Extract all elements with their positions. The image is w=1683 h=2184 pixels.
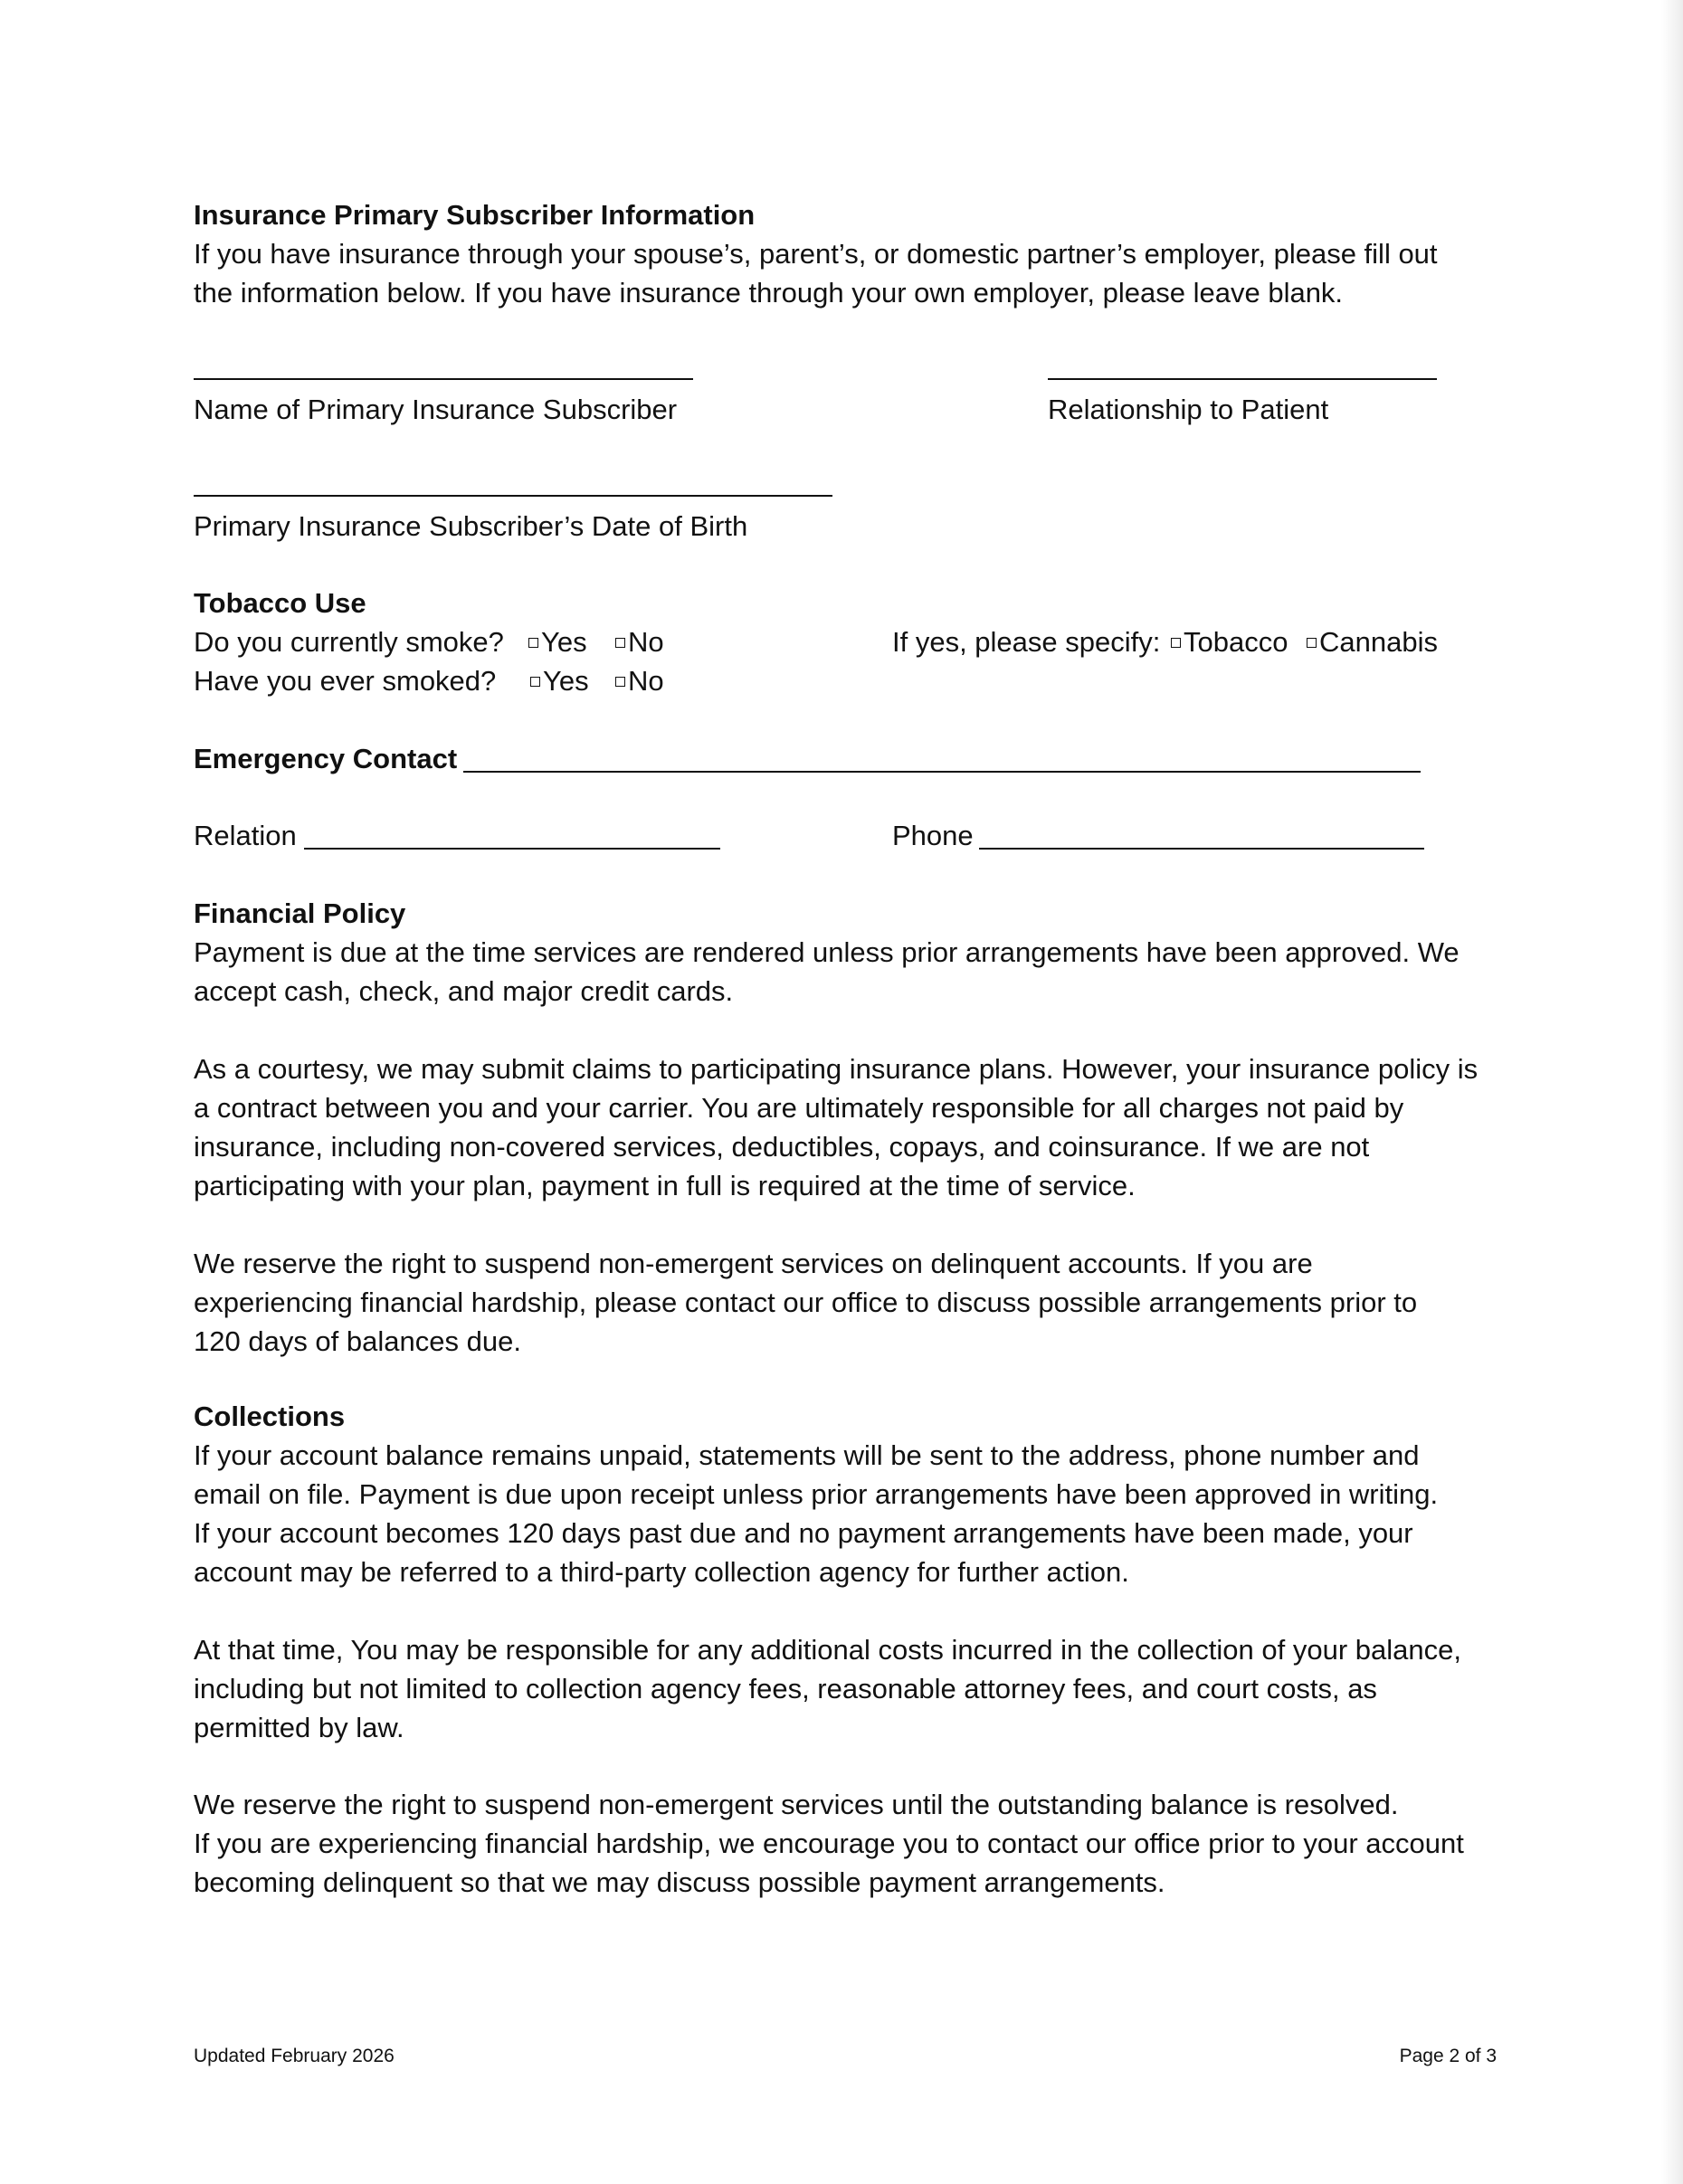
collections-paragraph-2 <box>194 1630 1497 1747</box>
text-line: experiencing financial hardship, please contact our office to discuss possible arrangements prior to <box>194 1287 1418 1318</box>
text-line: account may be referred to a third-party collection agency for further action. <box>194 1556 1129 1588</box>
tobacco-heading: Tobacco Use <box>194 587 366 619</box>
smoke-current-yes-option[interactable] <box>528 622 587 661</box>
subscriber-name-field[interactable] <box>194 378 693 380</box>
text-line: email on file. Payment is due upon receipt unless prior arrangements have been approved in writing. <box>194 1478 1439 1510</box>
no-label: No <box>628 665 664 697</box>
smoke-ever-question: Have you ever smoked? <box>194 665 497 697</box>
checkbox-icon[interactable] <box>530 677 540 687</box>
relationship-field[interactable] <box>1048 378 1437 380</box>
financial-policy-heading: Financial Policy <box>194 897 406 929</box>
text-line: a contract between you and your carrier. You are ultimately responsible for all charges not paid by <box>194 1092 1404 1124</box>
financial-paragraph-1 <box>194 933 1497 1011</box>
text-line: insurance, including non-covered services, deductibles, copays, and coinsurance. If we are not <box>194 1131 1370 1163</box>
emergency-contact-field[interactable] <box>463 771 1421 773</box>
text-line: 120 days of balances due. <box>194 1325 521 1357</box>
cannabis-option-label: Cannabis <box>1319 626 1438 658</box>
footer-page-number: Page 2 of 3 <box>1399 2046 1497 2066</box>
emergency-contact-heading: Emergency Contact <box>194 743 458 774</box>
text-line: Payment is due at the time services are rendered unless prior arrangements have been approved. We <box>194 936 1460 968</box>
text-line: accept cash, check, and major credit cards. <box>194 975 734 1007</box>
relationship-label: Relationship to Patient <box>1048 394 1329 425</box>
phone-label: Phone <box>892 820 974 851</box>
relation-label: Relation <box>194 820 297 851</box>
subscriber-dob-field[interactable] <box>194 495 832 497</box>
smoke-ever-no-option[interactable] <box>615 661 664 700</box>
cannabis-option[interactable] <box>1307 622 1438 661</box>
smoke-current-no-option[interactable] <box>615 622 664 661</box>
collections-paragraph-1 <box>194 1436 1497 1591</box>
collections-paragraph-3 <box>194 1785 1497 1902</box>
financial-paragraph-3 <box>194 1244 1497 1361</box>
text-line: We reserve the right to suspend non-emergent services on delinquent accounts. If you are <box>194 1248 1313 1279</box>
phone-field[interactable] <box>979 848 1424 850</box>
text-line: If you are experiencing financial hardship, we encourage you to contact our office prior to your account <box>194 1828 1464 1859</box>
footer-updated-date: Updated February 2026 <box>194 2046 395 2066</box>
collections-heading: Collections <box>194 1401 346 1432</box>
text-line: participating with your plan, payment in full is required at the time of service. <box>194 1170 1136 1201</box>
subscriber-name-label: Name of Primary Insurance Subscriber <box>194 394 678 425</box>
text-line: permitted by law. <box>194 1712 404 1743</box>
financial-paragraph-2 <box>194 1049 1497 1205</box>
yes-label: Yes <box>541 626 587 658</box>
text-line: As a courtesy, we may submit claims to participating insurance plans. However, your insurance policy is <box>194 1053 1479 1085</box>
text-line: becoming delinquent so that we may discuss possible payment arrangements. <box>194 1866 1165 1898</box>
text-line: If your account balance remains unpaid, statements will be sent to the address, phone number and <box>194 1439 1420 1471</box>
checkbox-icon[interactable] <box>528 638 538 648</box>
subscriber-dob-label: Primary Insurance Subscriber’s Date of Birth <box>194 510 748 542</box>
insurance-intro-line: If you have insurance through your spouse’s, parent’s, or domestic partner’s employer, please fill out <box>194 238 1438 270</box>
insurance-intro-line: the information below. If you have insurance through your own employer, please leave blank. <box>194 277 1344 309</box>
page-edge-shadow <box>1661 0 1683 2184</box>
checkbox-icon[interactable] <box>615 677 625 687</box>
insurance-heading: Insurance Primary Subscriber Information <box>194 199 756 231</box>
tobacco-option-label: Tobacco <box>1184 626 1288 658</box>
checkbox-icon[interactable] <box>1171 638 1181 648</box>
smoke-specify-label: If yes, please specify: <box>892 626 1161 658</box>
yes-label: Yes <box>543 665 589 697</box>
text-line: We reserve the right to suspend non-emergent services until the outstanding balance is resolved. <box>194 1789 1399 1820</box>
smoke-current-question: Do you currently smoke? <box>194 626 504 658</box>
text-line: At that time, You may be responsible for any additional costs incurred in the collection of your balance, <box>194 1634 1461 1666</box>
text-line: If your account becomes 120 days past due and no payment arrangements have been made, your <box>194 1517 1413 1549</box>
checkbox-icon[interactable] <box>615 638 625 648</box>
no-label: No <box>628 626 664 658</box>
relation-field[interactable] <box>304 848 720 850</box>
insurance-intro <box>194 234 1497 312</box>
tobacco-option[interactable] <box>1171 622 1288 661</box>
smoke-ever-yes-option[interactable] <box>530 661 589 700</box>
text-line: including but not limited to collection agency fees, reasonable attorney fees, and court costs, as <box>194 1673 1377 1704</box>
checkbox-icon[interactable] <box>1307 638 1317 648</box>
